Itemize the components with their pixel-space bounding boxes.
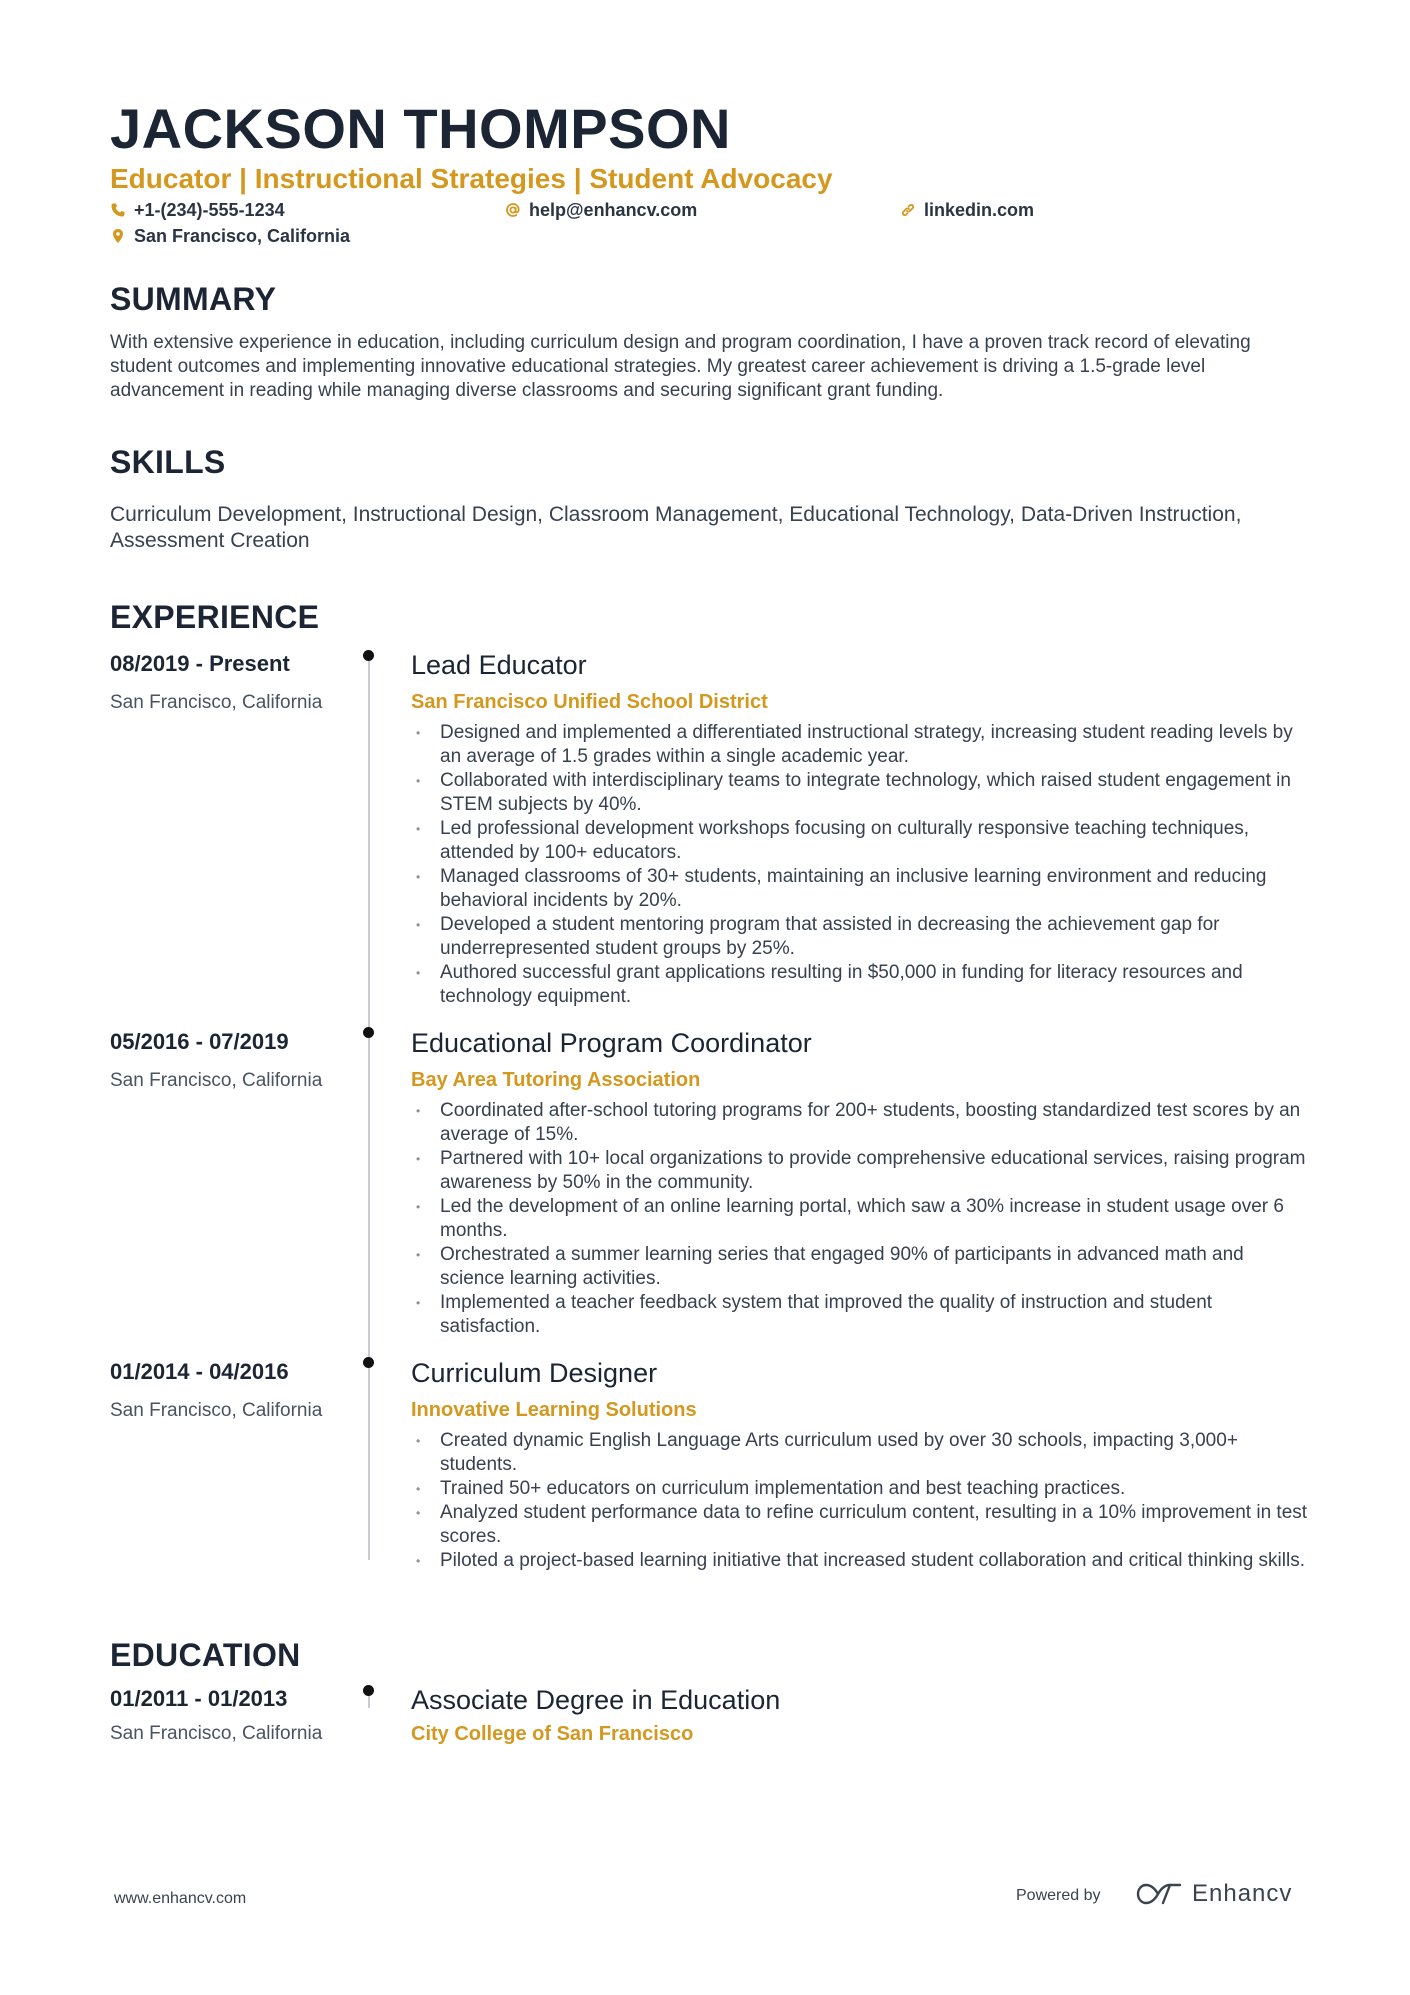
bullet-item: • Implemented a teacher feedback system that improved the quality of instruction and student satisfaction. — [411, 1291, 1311, 1339]
skills-text: Curriculum Development, Instructional Design, Classroom Management, Educational Technology, Data-Driven Instruction, Assessment Creation — [110, 503, 1242, 552]
job-location: San Francisco, California — [110, 1070, 323, 1091]
timeline-line — [368, 655, 370, 1560]
bullet-item: • Coordinated after-school tutoring programs for 200+ students, boosting standardized test scores by an average of 15%. — [411, 1099, 1311, 1147]
bullet-item: • Led the development of an online learning portal, which saw a 30% increase in student usage over 6 months. — [411, 1195, 1311, 1243]
timeline-dot — [363, 1357, 374, 1368]
contact-phone[interactable] — [110, 199, 285, 221]
bullet-item: • Led professional development workshops focusing on culturally responsive teaching techniques, attended by 100+ educators. — [411, 817, 1311, 865]
job-location: San Francisco, California — [110, 1400, 323, 1421]
powered-by-label: Powered by — [1016, 1887, 1101, 1904]
summary-text: With extensive experience in education, including curriculum design and program coordination, I have a proven track record of elevating student outcomes and implementing innovative educational strategies. My greatest career achievement is driving a 1.5-grade level advancement in reading while managing diverse classrooms and securing significant grant funding. — [110, 332, 1251, 401]
job-bullets — [411, 1429, 1311, 1573]
bullet-item: • Analyzed student performance data to refine curriculum content, resulting in a 10% improvement in test scores. — [411, 1501, 1311, 1549]
contact-linkedin[interactable] — [900, 199, 1034, 221]
bullet-item: • Authored successful grant applications resulting in $50,000 in funding for literacy resources and technology equipment. — [411, 961, 1311, 1009]
bullet-item: • Created dynamic English Language Arts curriculum used by over 30 schools, impacting 3,000+ students. — [411, 1429, 1311, 1477]
education-degree: Associate Degree in Education — [411, 1685, 781, 1715]
location-text: San Francisco, California — [134, 226, 351, 246]
education-school: City College of San Francisco — [411, 1723, 694, 1745]
job-dates: 08/2019 - Present — [110, 651, 290, 676]
job-role: Educational Program Coordinator — [411, 1028, 812, 1058]
job-role: Curriculum Designer — [411, 1358, 658, 1388]
candidate-name: JACKSON THOMPSON — [110, 97, 731, 160]
link-icon — [900, 202, 916, 218]
education-dates: 01/2011 - 01/2013 — [110, 1686, 288, 1711]
enhancv-logo-icon — [1136, 1881, 1182, 1907]
email-text: help@enhancv.com — [529, 200, 698, 220]
bullet-item: • Trained 50+ educators on curriculum implementation and best teaching practices. — [411, 1477, 1311, 1501]
education-location: San Francisco, California — [110, 1723, 323, 1744]
footer-url[interactable]: www.enhancv.com — [114, 1890, 247, 1907]
brand-logo[interactable] — [1136, 1880, 1292, 1908]
education-title: EDUCATION — [110, 1637, 301, 1673]
summary-title: SUMMARY — [110, 281, 277, 317]
bullet-item: • Developed a student mentoring program that assisted in decreasing the achievement gap for underrepresented student groups by 25%. — [411, 913, 1311, 961]
timeline-dot — [363, 1685, 374, 1696]
timeline-dot — [363, 1027, 374, 1038]
bullet-item: • Partnered with 10+ local organizations to provide comprehensive educational services, raising program awareness by 50% in the community. — [411, 1147, 1311, 1195]
job-company: Bay Area Tutoring Association — [411, 1069, 701, 1091]
experience-title: EXPERIENCE — [110, 599, 320, 635]
bullet-item: • Orchestrated a summer learning series that engaged 90% of participants in advanced math and science learning activities. — [411, 1243, 1311, 1291]
job-dates: 01/2014 - 04/2016 — [110, 1359, 289, 1384]
phone-icon — [110, 202, 126, 218]
contact-location — [110, 225, 350, 247]
contact-email[interactable] — [505, 199, 697, 221]
job-company: San Francisco Unified School District — [411, 691, 768, 713]
bullet-item: • Managed classrooms of 30+ students, maintaining an inclusive learning environment and reducing behavioral incidents by 20%. — [411, 865, 1311, 913]
job-company: Innovative Learning Solutions — [411, 1399, 697, 1421]
timeline-dot — [363, 650, 374, 661]
job-role: Lead Educator — [411, 650, 587, 680]
brand-name: Enhancv — [1192, 1880, 1293, 1907]
job-dates: 05/2016 - 07/2019 — [110, 1029, 289, 1054]
phone-text: +1-(234)-555-1234 — [134, 200, 285, 220]
at-icon — [505, 202, 521, 218]
bullet-item: • Piloted a project-based learning initiative that increased student collaboration and critical thinking skills. — [411, 1549, 1311, 1573]
skills-title: SKILLS — [110, 444, 226, 480]
headline: Educator | Instructional Strategies | Student Advocacy — [110, 163, 833, 194]
linkedin-text: linkedin.com — [924, 200, 1035, 220]
location-pin-icon — [110, 228, 126, 244]
job-bullets — [411, 721, 1311, 1009]
job-bullets — [411, 1099, 1311, 1339]
job-location: San Francisco, California — [110, 692, 323, 713]
bullet-item: • Designed and implemented a differentiated instructional strategy, increasing student reading levels by an average of 1.5 grades within a single academic year. — [411, 721, 1311, 769]
bullet-item: • Collaborated with interdisciplinary teams to integrate technology, which raised student engagement in STEM subjects by 40%. — [411, 769, 1311, 817]
